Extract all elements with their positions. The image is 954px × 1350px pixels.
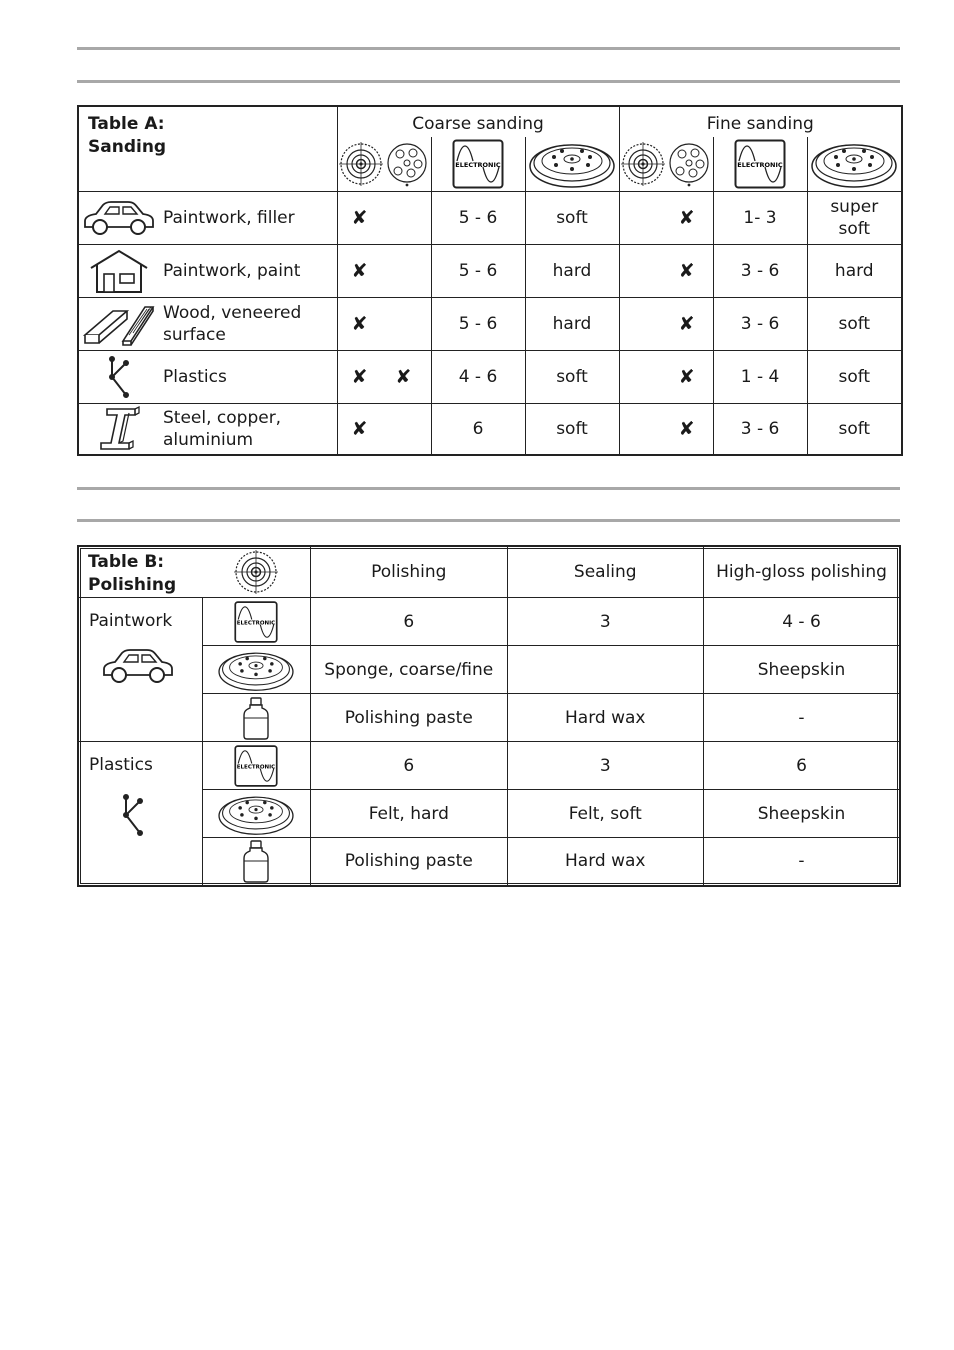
material-label: Wood, veneered surface <box>163 302 302 345</box>
material-cell <box>78 350 337 403</box>
coarse-pad: hard <box>525 297 619 350</box>
fine-speed: 1- 3 <box>713 191 807 244</box>
random-orbit-icon <box>620 140 712 188</box>
material-label: Paintwork, filler <box>163 207 295 228</box>
material-cell <box>78 244 337 297</box>
fine-sanding-header: Fine sanding <box>619 106 902 137</box>
random-orbit-icon <box>234 550 278 594</box>
material-cell <box>78 403 337 455</box>
cell: 6 <box>311 598 507 646</box>
cell <box>507 646 703 694</box>
coarse-mark: ✘ <box>337 403 431 455</box>
wood-boards-icon <box>79 301 159 347</box>
steel-beam-icon <box>79 405 159 453</box>
table-a-title: Table A: Sanding <box>78 106 337 191</box>
coarse-speed: 5 - 6 <box>431 244 525 297</box>
plastic-molecule-icon <box>79 354 159 400</box>
fine-pad: soft <box>807 403 902 455</box>
electronic-speed-icon <box>234 600 278 644</box>
fine-pad: hard <box>807 244 902 297</box>
cell: 6 <box>703 742 900 790</box>
column-header: High-gloss polishing <box>703 546 900 598</box>
fine-speed: 3 - 6 <box>713 403 807 455</box>
fine-mark: ✘ <box>619 191 713 244</box>
group-plastics: Plastics <box>78 742 202 886</box>
backing-pad-icon <box>216 792 296 836</box>
cell: 3 <box>507 742 703 790</box>
backing-pad-icon <box>216 648 296 692</box>
fine-speed: 1 - 4 <box>713 350 807 403</box>
cell: - <box>703 694 900 742</box>
table-row <box>78 244 902 297</box>
coarse-pad: hard <box>525 244 619 297</box>
coarse-pad: soft <box>525 403 619 455</box>
table-row <box>78 598 900 646</box>
coarse-pad: soft <box>525 350 619 403</box>
cell: Sheepskin <box>703 790 900 838</box>
coarse-sanding-header: Coarse sanding <box>337 106 619 137</box>
coarse-pad-icon-cell <box>525 137 619 191</box>
fine-motion-icons <box>619 137 713 191</box>
electronic-icon-cell <box>202 742 310 790</box>
backing-pad-icon <box>528 139 616 189</box>
random-orbit-icon <box>338 140 430 188</box>
fine-electronic-icon-cell <box>713 137 807 191</box>
fine-mark: ✘ <box>619 350 713 403</box>
column-header: Sealing <box>507 546 703 598</box>
cell: Sheepskin <box>703 646 900 694</box>
table-b-polishing <box>77 545 901 887</box>
fine-mark: ✘ <box>619 297 713 350</box>
cell: Polishing paste <box>311 694 507 742</box>
coarse-motion-icons <box>337 137 431 191</box>
top-rule-1 <box>77 47 900 50</box>
table-a-sanding <box>77 105 903 456</box>
cell: Hard wax <box>507 838 703 886</box>
bottle-icon-cell <box>202 694 310 742</box>
top-rule-2 <box>77 80 900 83</box>
backing-pad-icon <box>810 139 898 189</box>
coarse-speed: 4 - 6 <box>431 350 525 403</box>
table-b-title: Table B: Polishing <box>78 546 202 598</box>
cell: 4 - 6 <box>703 598 900 646</box>
cell: Polishing paste <box>311 838 507 886</box>
electronic-speed-icon <box>452 139 504 189</box>
pad-icon-cell <box>202 646 310 694</box>
coarse-mark: ✘ <box>337 297 431 350</box>
fine-pad: soft <box>807 297 902 350</box>
cell: Sponge, coarse/fine <box>311 646 507 694</box>
plastic-molecule-icon <box>113 792 153 838</box>
car-icon <box>79 200 159 236</box>
mid-rule-2 <box>77 519 900 522</box>
house-icon <box>79 248 159 294</box>
fine-mark: ✘ <box>619 244 713 297</box>
pad-icon-cell <box>202 790 310 838</box>
coarse-speed: 5 - 6 <box>431 297 525 350</box>
coarse-mark: ✘ <box>337 244 431 297</box>
table-row <box>78 297 902 350</box>
mid-rule-1 <box>77 487 900 490</box>
coarse-speed: 6 <box>431 403 525 455</box>
material-label: Plastics <box>163 366 227 387</box>
polish-bottle-icon <box>241 839 271 883</box>
material-cell <box>78 297 337 350</box>
column-header: Polishing <box>311 546 507 598</box>
cell: Felt, hard <box>311 790 507 838</box>
table-b-motion-icon-cell <box>202 546 310 598</box>
electronic-icon-cell <box>202 598 310 646</box>
table-row <box>78 742 900 790</box>
cell: 6 <box>311 742 507 790</box>
electronic-speed-icon <box>734 139 786 189</box>
material-label: Steel, copper, aluminium <box>163 407 282 450</box>
material-cell <box>78 191 337 244</box>
fine-mark: ✘ <box>619 403 713 455</box>
svg-text:ELECTRONIC: ELECTRONIC <box>455 160 501 169</box>
coarse-speed: 5 - 6 <box>431 191 525 244</box>
svg-text:ELECTRONIC: ELECTRONIC <box>237 620 276 627</box>
fine-pad: super soft <box>807 191 902 244</box>
svg-text:ELECTRONIC: ELECTRONIC <box>237 764 276 771</box>
table-row <box>78 403 902 455</box>
cell: Hard wax <box>507 694 703 742</box>
coarse-marks: ✘ ✘ <box>337 350 431 403</box>
fine-pad: soft <box>807 350 902 403</box>
electronic-speed-icon <box>234 744 278 788</box>
table-row <box>78 191 902 244</box>
table-row <box>78 350 902 403</box>
bottle-icon-cell <box>202 838 310 886</box>
coarse-pad: soft <box>525 191 619 244</box>
coarse-mark: ✘ <box>337 191 431 244</box>
coarse-electronic-icon-cell <box>431 137 525 191</box>
cell: 3 <box>507 598 703 646</box>
cell: - <box>703 838 900 886</box>
fine-speed: 3 - 6 <box>713 244 807 297</box>
svg-text:ELECTRONIC: ELECTRONIC <box>737 160 783 169</box>
cell: Felt, soft <box>507 790 703 838</box>
fine-pad-icon-cell <box>807 137 902 191</box>
material-label: Paintwork, paint <box>163 260 301 281</box>
fine-speed: 3 - 6 <box>713 297 807 350</box>
polish-bottle-icon <box>241 696 271 740</box>
group-paintwork: Paintwork <box>78 598 202 742</box>
car-icon <box>101 648 175 684</box>
